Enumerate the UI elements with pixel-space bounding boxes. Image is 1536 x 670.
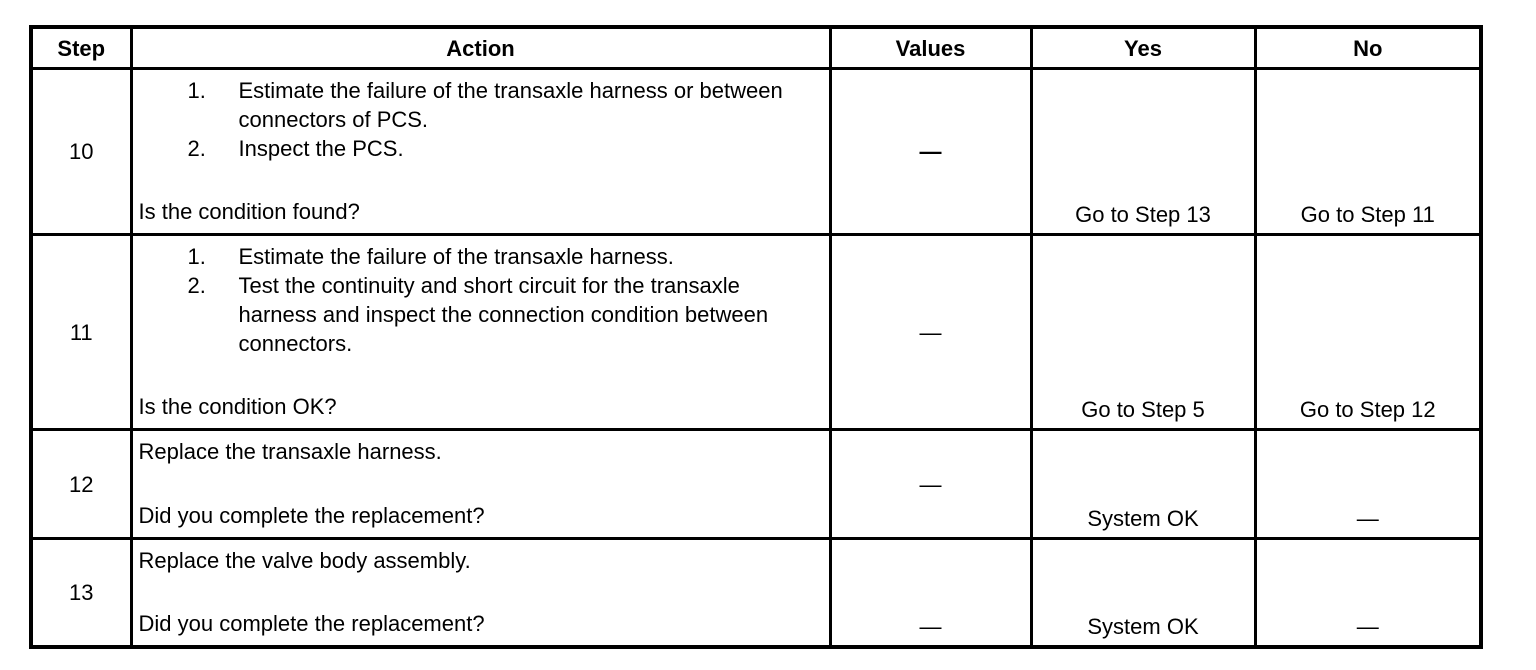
list-item-text: Estimate the failure of the transaxle harness.	[238, 244, 674, 269]
values-cell	[830, 539, 1031, 647]
action-text: Replace the valve body assembly.	[138, 548, 471, 573]
yes-cell: System OK	[1031, 539, 1255, 647]
list-item	[133, 76, 829, 134]
yes-cell: System OK	[1031, 430, 1255, 539]
action-cell	[131, 539, 830, 647]
action-question: Is the condition found?	[138, 199, 360, 224]
header-row	[31, 27, 1481, 69]
step-number: 13	[31, 539, 131, 647]
table-row	[31, 430, 1481, 539]
action-cell	[131, 235, 830, 430]
list-item-number: 1.	[187, 78, 206, 103]
header-action: Action	[131, 27, 830, 69]
list-item	[133, 271, 829, 358]
action-question: Did you complete the replacement?	[138, 611, 485, 636]
list-item-number: 2.	[187, 136, 206, 161]
values-dash: —	[919, 139, 942, 164]
yes-cell: Go to Step 13	[1031, 69, 1255, 235]
values-cell	[830, 69, 1031, 235]
action-cell	[131, 69, 830, 235]
action-question: Did you complete the replacement?	[138, 503, 485, 528]
list-item	[133, 242, 829, 271]
header-step: Step	[31, 27, 131, 69]
table-row	[31, 235, 1481, 430]
action-text: Replace the transaxle harness.	[138, 439, 442, 464]
table-row	[31, 69, 1481, 235]
list-item-number: 1.	[187, 244, 206, 269]
list-item-text: Test the continuity and short circuit for the transaxle harness and inspect the connection condition between connectors.	[238, 273, 769, 356]
list-item	[133, 134, 829, 163]
no-cell: Go to Step 12	[1255, 235, 1481, 430]
no-cell: Go to Step 11	[1255, 69, 1481, 235]
action-cell	[131, 430, 830, 539]
action-question: Is the condition OK?	[138, 394, 337, 419]
yes-cell: Go to Step 5	[1031, 235, 1255, 430]
list-item-text: Inspect the PCS.	[238, 136, 404, 161]
table-row	[31, 539, 1481, 647]
values-cell	[830, 430, 1031, 539]
step-number: 10	[31, 69, 131, 235]
no-cell: —	[1255, 539, 1481, 647]
step-number: 12	[31, 430, 131, 539]
action-list	[133, 236, 829, 358]
values-dash: —	[919, 471, 942, 497]
values-dash: —	[919, 613, 942, 639]
diagnostic-table	[29, 25, 1483, 649]
no-cell: —	[1255, 430, 1481, 539]
list-item-text: Estimate the failure of the transaxle harness or between connectors of PCS.	[238, 78, 783, 132]
values-dash: —	[919, 319, 942, 345]
values-cell	[830, 235, 1031, 430]
header-values: Values	[830, 27, 1031, 69]
step-number: 11	[31, 235, 131, 430]
list-item-number: 2.	[187, 273, 206, 298]
header-yes: Yes	[1031, 27, 1255, 69]
header-no: No	[1255, 27, 1481, 69]
action-list	[133, 70, 829, 163]
